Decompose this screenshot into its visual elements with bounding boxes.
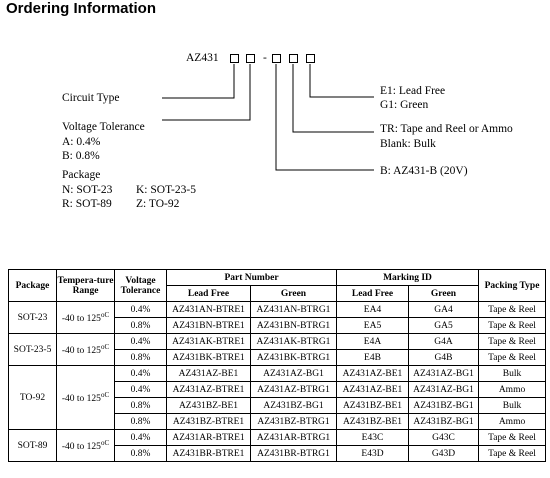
- cell-mark-lead-free: EA5: [337, 318, 409, 334]
- cell-temperature-range: [57, 430, 115, 462]
- label-pkg-k: K: SOT-23-5: [136, 184, 196, 196]
- cell-part-lead-free: AZ431AZ-BTRE1: [167, 382, 251, 398]
- cell-tolerance: 0.8%: [115, 350, 167, 366]
- header-pn-green: Green: [251, 286, 337, 302]
- cell-part-green: AZ431AK-BTRG1: [251, 334, 337, 350]
- cell-packing: Ammo: [479, 382, 546, 398]
- temp-unit: oC: [100, 342, 110, 351]
- cell-part-lead-free: AZ431BK-BTRE1: [167, 350, 251, 366]
- cell-part-green: AZ431BZ-BTRG1: [251, 414, 337, 430]
- cell-mark-green: G43C: [409, 430, 479, 446]
- cell-part-lead-free: AZ431BR-BTRE1: [167, 446, 251, 462]
- cell-part-green: AZ431AZ-BG1: [251, 366, 337, 382]
- cell-mark-lead-free: AZ431BZ-BE1: [337, 398, 409, 414]
- table-row: [9, 334, 546, 350]
- cell-part-lead-free: AZ431AN-BTRE1: [167, 302, 251, 318]
- cell-tolerance: 0.8%: [115, 318, 167, 334]
- cell-packing: Tape & Reel: [479, 334, 546, 350]
- cell-packing: Tape & Reel: [479, 446, 546, 462]
- code-prefix: AZ431: [186, 52, 219, 64]
- cell-part-lead-free: AZ431AZ-BE1: [167, 366, 251, 382]
- callout-circuit-type: [162, 64, 234, 98]
- table-row: [9, 366, 546, 382]
- label-voltage-tolerance: Voltage Tolerance: [62, 121, 145, 133]
- cell-part-green: AZ431BN-BTRG1: [251, 318, 337, 334]
- cell-mark-lead-free: AZ431AZ-BE1: [337, 382, 409, 398]
- cell-mark-green: AZ431BZ-BG1: [409, 414, 479, 430]
- cell-packing: Tape & Reel: [479, 302, 546, 318]
- cell-mark-green: G43D: [409, 446, 479, 462]
- cell-tolerance: 0.8%: [115, 398, 167, 414]
- label-circuit-type: Circuit Type: [62, 92, 120, 104]
- cell-temperature-range: [57, 366, 115, 430]
- cell-mark-lead-free: AZ431AZ-BE1: [337, 366, 409, 382]
- cell-tolerance: 0.4%: [115, 430, 167, 446]
- cell-tolerance: 0.4%: [115, 366, 167, 382]
- label-vt-b: B: 0.8%: [62, 150, 100, 162]
- cell-package: SOT-23-5: [9, 334, 57, 366]
- cell-mark-lead-free: EA4: [337, 302, 409, 318]
- temp-unit: oC: [100, 310, 110, 319]
- cell-part-green: AZ431AR-BTRG1: [251, 430, 337, 446]
- label-pkg-r: R: SOT-89: [62, 198, 112, 210]
- cell-packing: Tape & Reel: [479, 430, 546, 446]
- cell-part-lead-free: AZ431BN-BTRE1: [167, 318, 251, 334]
- header-mark-green: Green: [409, 286, 479, 302]
- header-part-number: Part Number: [167, 270, 337, 286]
- header-pn-lead-free: Lead Free: [167, 286, 251, 302]
- cell-packing: Tape & Reel: [479, 318, 546, 334]
- cell-packing: Ammo: [479, 414, 546, 430]
- cell-part-green: AZ431BK-BTRG1: [251, 350, 337, 366]
- cell-tolerance: 0.4%: [115, 382, 167, 398]
- cell-mark-lead-free: AZ431BZ-BE1: [337, 414, 409, 430]
- label-g1: G1: Green: [380, 99, 429, 111]
- header-temperature: Tempera-ture Range: [57, 270, 115, 302]
- temp-range-value: -40 to 125: [61, 346, 101, 357]
- cell-packing: Bulk: [479, 398, 546, 414]
- label-e1: E1: Lead Free: [380, 85, 446, 97]
- label-b-option: B: AZ431-B (20V): [380, 165, 468, 177]
- temp-unit: oC: [100, 438, 110, 447]
- cell-mark-green: G4A: [409, 334, 479, 350]
- header-packing-type: Packing Type: [479, 270, 546, 302]
- callout-packing: [293, 64, 374, 132]
- temp-range-value: -40 to 125: [61, 314, 101, 325]
- table-row: [9, 430, 546, 446]
- cell-mark-lead-free: E4A: [337, 334, 409, 350]
- cell-tolerance: 0.8%: [115, 414, 167, 430]
- label-blank: Blank: Bulk: [380, 138, 436, 150]
- cell-packing: Tape & Reel: [479, 350, 546, 366]
- cell-mark-green: AZ431BZ-BG1: [409, 398, 479, 414]
- cell-mark-green: GA4: [409, 302, 479, 318]
- cell-part-green: AZ431AZ-BTRG1: [251, 382, 337, 398]
- callout-lead-free: [310, 64, 374, 97]
- temp-unit: oC: [100, 390, 110, 399]
- cell-temperature-range: [57, 334, 115, 366]
- code-dash: -: [263, 52, 267, 64]
- label-vt-a: A: 0.4%: [62, 136, 101, 148]
- cell-part-green: AZ431BZ-BG1: [251, 398, 337, 414]
- cell-package: TO-92: [9, 366, 57, 430]
- callout-voltage-tolerance: [162, 64, 250, 120]
- cell-part-lead-free: AZ431BZ-BE1: [167, 398, 251, 414]
- cell-temperature-range: [57, 302, 115, 334]
- cell-tolerance: 0.8%: [115, 446, 167, 462]
- section-title: Ordering Information: [6, 0, 156, 17]
- cell-part-lead-free: AZ431AK-BTRE1: [167, 334, 251, 350]
- label-pkg-z: Z: TO-92: [136, 198, 180, 210]
- table-row: [9, 302, 546, 318]
- cell-mark-green: AZ431AZ-BG1: [409, 382, 479, 398]
- temp-range-value: -40 to 125: [61, 394, 101, 405]
- cell-mark-green: GA5: [409, 318, 479, 334]
- header-voltage-tolerance: Voltage Tolerance: [115, 270, 167, 302]
- label-tr: TR: Tape and Reel or Ammo: [380, 123, 513, 135]
- cell-part-green: AZ431BR-BTRG1: [251, 446, 337, 462]
- cell-package: SOT-23: [9, 302, 57, 334]
- cell-mark-lead-free: E43D: [337, 446, 409, 462]
- cell-packing: Bulk: [479, 366, 546, 382]
- cell-package: SOT-89: [9, 430, 57, 462]
- header-package: Package: [9, 270, 57, 302]
- label-pkg-n: N: SOT-23: [62, 184, 113, 196]
- cell-part-lead-free: AZ431AR-BTRE1: [167, 430, 251, 446]
- cell-mark-lead-free: E43C: [337, 430, 409, 446]
- cell-tolerance: 0.4%: [115, 302, 167, 318]
- header-mark-lead-free: Lead Free: [337, 286, 409, 302]
- ordering-table: [8, 269, 546, 462]
- header-marking-id: Marking ID: [337, 270, 479, 286]
- cell-mark-green: AZ431AZ-BG1: [409, 366, 479, 382]
- cell-mark-green: G4B: [409, 350, 479, 366]
- cell-mark-lead-free: E4B: [337, 350, 409, 366]
- label-package: Package: [62, 169, 101, 181]
- cell-part-green: AZ431AN-BTRG1: [251, 302, 337, 318]
- callout-package: [276, 64, 374, 170]
- temp-range-value: -40 to 125: [61, 442, 101, 453]
- cell-tolerance: 0.4%: [115, 334, 167, 350]
- cell-part-lead-free: AZ431BZ-BTRE1: [167, 414, 251, 430]
- table-body: [9, 302, 546, 462]
